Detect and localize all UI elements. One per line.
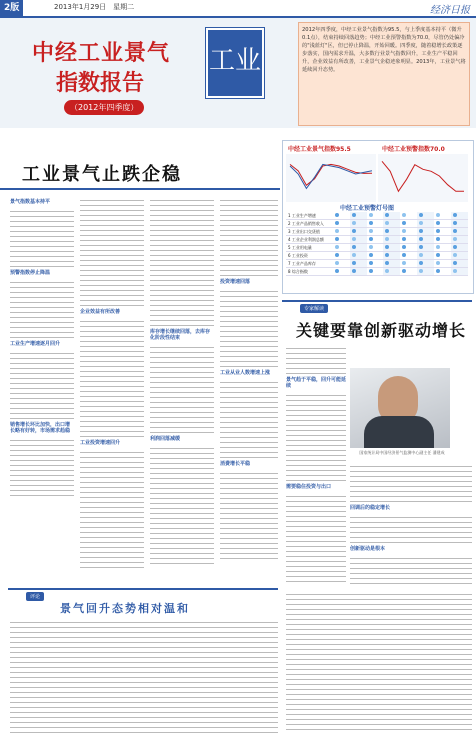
chart-background — [378, 154, 468, 202]
table-row — [286, 228, 468, 236]
warning-light-icon — [417, 228, 434, 235]
warning-light-icon — [451, 220, 468, 227]
commentary-label: 评论 — [26, 592, 44, 601]
body-text — [80, 196, 144, 306]
warning-light-icon — [451, 252, 468, 259]
warning-light-icon — [350, 212, 367, 219]
warning-light-icon — [400, 228, 417, 235]
table-row — [286, 212, 468, 220]
warning-light-icon — [434, 252, 451, 259]
body-text — [150, 196, 214, 326]
expert-rule — [282, 300, 472, 302]
warning-light-icon — [417, 236, 434, 243]
table-row — [286, 260, 468, 268]
headline-rule — [0, 188, 280, 190]
warning-light-icon — [434, 268, 451, 275]
body-text — [150, 343, 214, 433]
warning-light-icon — [417, 260, 434, 267]
newspaper-logo: 经济日报 — [430, 5, 470, 16]
section-head: 消费增长平稳 — [220, 461, 251, 467]
expert-headline: 关键要靠创新驱动增长 — [296, 321, 467, 340]
warning-light-icon — [400, 244, 417, 251]
issue-date: 2013年1月29日 星期二 — [54, 3, 135, 11]
warning-light-icon — [383, 220, 400, 227]
warning-light-icon — [350, 252, 367, 259]
report-subtitle: （2012年四季度） — [64, 100, 144, 115]
report-title-line2: 指数报告 — [56, 70, 145, 96]
lead-column-3 — [150, 196, 214, 584]
warning-light-icon — [434, 212, 451, 219]
body-text — [286, 391, 346, 481]
table-row — [286, 220, 468, 228]
body-text — [220, 287, 278, 367]
warning-light-icon — [333, 260, 350, 267]
body-text — [286, 590, 472, 734]
warning-light-icon — [400, 268, 417, 275]
warning-light-icon — [383, 260, 400, 267]
warning-chart-title: 中经工业预警指数70.0 — [382, 146, 445, 153]
body-text — [10, 207, 74, 267]
body-text — [10, 618, 278, 734]
section-head: 工业投资增速回升 — [80, 440, 121, 446]
warning-light-icon — [451, 228, 468, 235]
warning-light-icon — [400, 220, 417, 227]
report-title-line1: 中经工业景气 — [32, 40, 171, 66]
body-text — [220, 469, 278, 559]
body-text — [80, 448, 144, 568]
row-label: 4 工业企业利润总额 — [288, 237, 324, 242]
chart-background — [286, 154, 376, 202]
industry-seal-logo: 工业 — [206, 28, 264, 98]
commentary-body — [10, 618, 278, 734]
row-label: 5 工业用电量 — [288, 245, 312, 250]
body-text — [10, 349, 74, 419]
warning-light-icon — [350, 236, 367, 243]
warning-light-icon — [434, 228, 451, 235]
section-head: 利润回落减缓 — [150, 436, 181, 442]
warning-light-icon — [383, 268, 400, 275]
warning-light-icon — [417, 268, 434, 275]
body-text — [10, 436, 74, 496]
warning-light-icon — [451, 244, 468, 251]
body-text — [220, 378, 278, 458]
warning-light-icon — [367, 244, 384, 251]
warning-light-icon — [350, 220, 367, 227]
warning-light-icon — [434, 236, 451, 243]
warning-light-icon — [383, 228, 400, 235]
body-text — [350, 462, 472, 502]
warning-light-icon — [417, 220, 434, 227]
row-label: 2 工业产品销售收入 — [288, 221, 324, 226]
index-chart-title: 中经工业景气指数95.5 — [288, 146, 351, 153]
commentary-headline: 景气回升态势相对温和 — [60, 602, 190, 615]
expert-column-1 — [286, 344, 346, 584]
warning-light-icon — [367, 268, 384, 275]
warning-table-title: 中经工业预警灯号图 — [340, 205, 395, 212]
section-head: 工业从业人数增速上涨 — [220, 370, 271, 376]
warning-light-icon — [367, 236, 384, 243]
warning-light-icon — [451, 236, 468, 243]
warning-light-icon — [350, 244, 367, 251]
row-label: 1 工业生产增速 — [288, 213, 316, 218]
expert-label: 专家解读 — [300, 304, 328, 313]
warning-light-icon — [400, 260, 417, 267]
warning-light-icon — [333, 212, 350, 219]
body-text — [286, 344, 346, 374]
lead-headline: 工业景气止跌企稳 — [22, 164, 182, 185]
warning-light-icon — [350, 228, 367, 235]
row-label: 8 综合指数 — [288, 269, 308, 274]
warning-light-icon — [333, 220, 350, 227]
table-row — [286, 236, 468, 244]
warning-light-icon — [367, 212, 384, 219]
warning-light-icon — [367, 220, 384, 227]
warning-light-icon — [333, 268, 350, 275]
warning-light-icon — [451, 268, 468, 275]
section-head: 回调后的稳定增长 — [350, 505, 391, 511]
lead-column-4 — [220, 196, 278, 584]
body-text — [10, 278, 74, 338]
warning-light-icon — [434, 220, 451, 227]
expert-photo-suit — [364, 416, 434, 448]
top-bar — [0, 0, 476, 18]
warning-light-icon — [383, 252, 400, 259]
warning-light-icon — [400, 252, 417, 259]
summary-box: 2012年四季度，中经工业景气指数为95.5，与上季度基本持平（微升0.1点），结束持续回落趋势；中经工业预警指数为70.0，尽管仍处偏冷的"浅蓝灯"区，但已停止降温，开始回暖。四季度，随着稳增长政策逐步落实，国内需求升温，大多数行业景气指数回升，工业生产平稳回升，企业效益有所改善，工业景气企稳迹象明显。2013年，工业景气将延续回升态势。 — [298, 22, 470, 126]
warning-light-icon — [333, 244, 350, 251]
warning-light-icon — [383, 244, 400, 251]
row-label: 6 工业投资 — [288, 253, 308, 258]
warning-light-icon — [451, 212, 468, 219]
warning-light-icon — [367, 260, 384, 267]
table-row — [286, 268, 468, 276]
commentary-rule — [8, 588, 278, 590]
section-head: 需要稳住投资与出口 — [286, 484, 332, 490]
section-head: 景气指数基本持平 — [10, 199, 51, 205]
warning-line-chart — [378, 154, 468, 202]
warning-light-icon — [350, 268, 367, 275]
warning-light-icon — [383, 236, 400, 243]
warning-light-icon — [383, 212, 400, 219]
lead-column-1 — [10, 196, 74, 584]
warning-light-table — [286, 212, 468, 276]
body-text — [350, 554, 472, 584]
expert-column-3 — [286, 590, 472, 734]
body-text — [150, 444, 214, 564]
warning-light-icon — [417, 212, 434, 219]
warning-light-icon — [417, 244, 434, 251]
section-head: 库存增长继续回落，去库存化阶段性结束 — [150, 329, 211, 341]
body-text — [80, 317, 144, 437]
body-text — [286, 492, 346, 582]
warning-light-icon — [333, 236, 350, 243]
section-head: 景气趋于平稳，回升可能延续 — [286, 377, 346, 389]
row-label: 7 工业产品库存 — [288, 261, 316, 266]
table-row — [286, 244, 468, 252]
section-head: 创新驱动是根本 — [350, 546, 386, 552]
warning-light-icon — [451, 260, 468, 267]
warning-light-icon — [350, 260, 367, 267]
index-line-chart — [286, 154, 376, 202]
row-label: 3 工业出口交货值 — [288, 229, 320, 234]
photo-caption: 国家统计局中国经济景气监测中心副主任 潘建成 — [359, 450, 445, 455]
warning-light-icon — [400, 236, 417, 243]
section-head: 投资增速回落 — [220, 279, 251, 285]
body-text — [220, 196, 278, 276]
section-label: 2版 — [0, 0, 23, 16]
body-text — [350, 513, 472, 543]
lead-column-2 — [80, 196, 144, 584]
warning-light-icon — [367, 252, 384, 259]
warning-light-icon — [434, 260, 451, 267]
section-head: 销售增长环比加快，出口增长略有好转，市场需求趋稳 — [10, 422, 71, 434]
expert-column-2 — [350, 462, 472, 584]
warning-light-icon — [400, 212, 417, 219]
warning-light-icon — [333, 228, 350, 235]
warning-light-icon — [417, 252, 434, 259]
section-head: 工业生产增速逐月回升 — [10, 341, 61, 347]
warning-light-icon — [434, 244, 451, 251]
section-head: 企业效益有所改善 — [80, 309, 121, 315]
table-row — [286, 252, 468, 260]
section-head: 预警指数停止降温 — [10, 270, 51, 276]
warning-light-icon — [367, 228, 384, 235]
warning-light-icon — [333, 252, 350, 259]
